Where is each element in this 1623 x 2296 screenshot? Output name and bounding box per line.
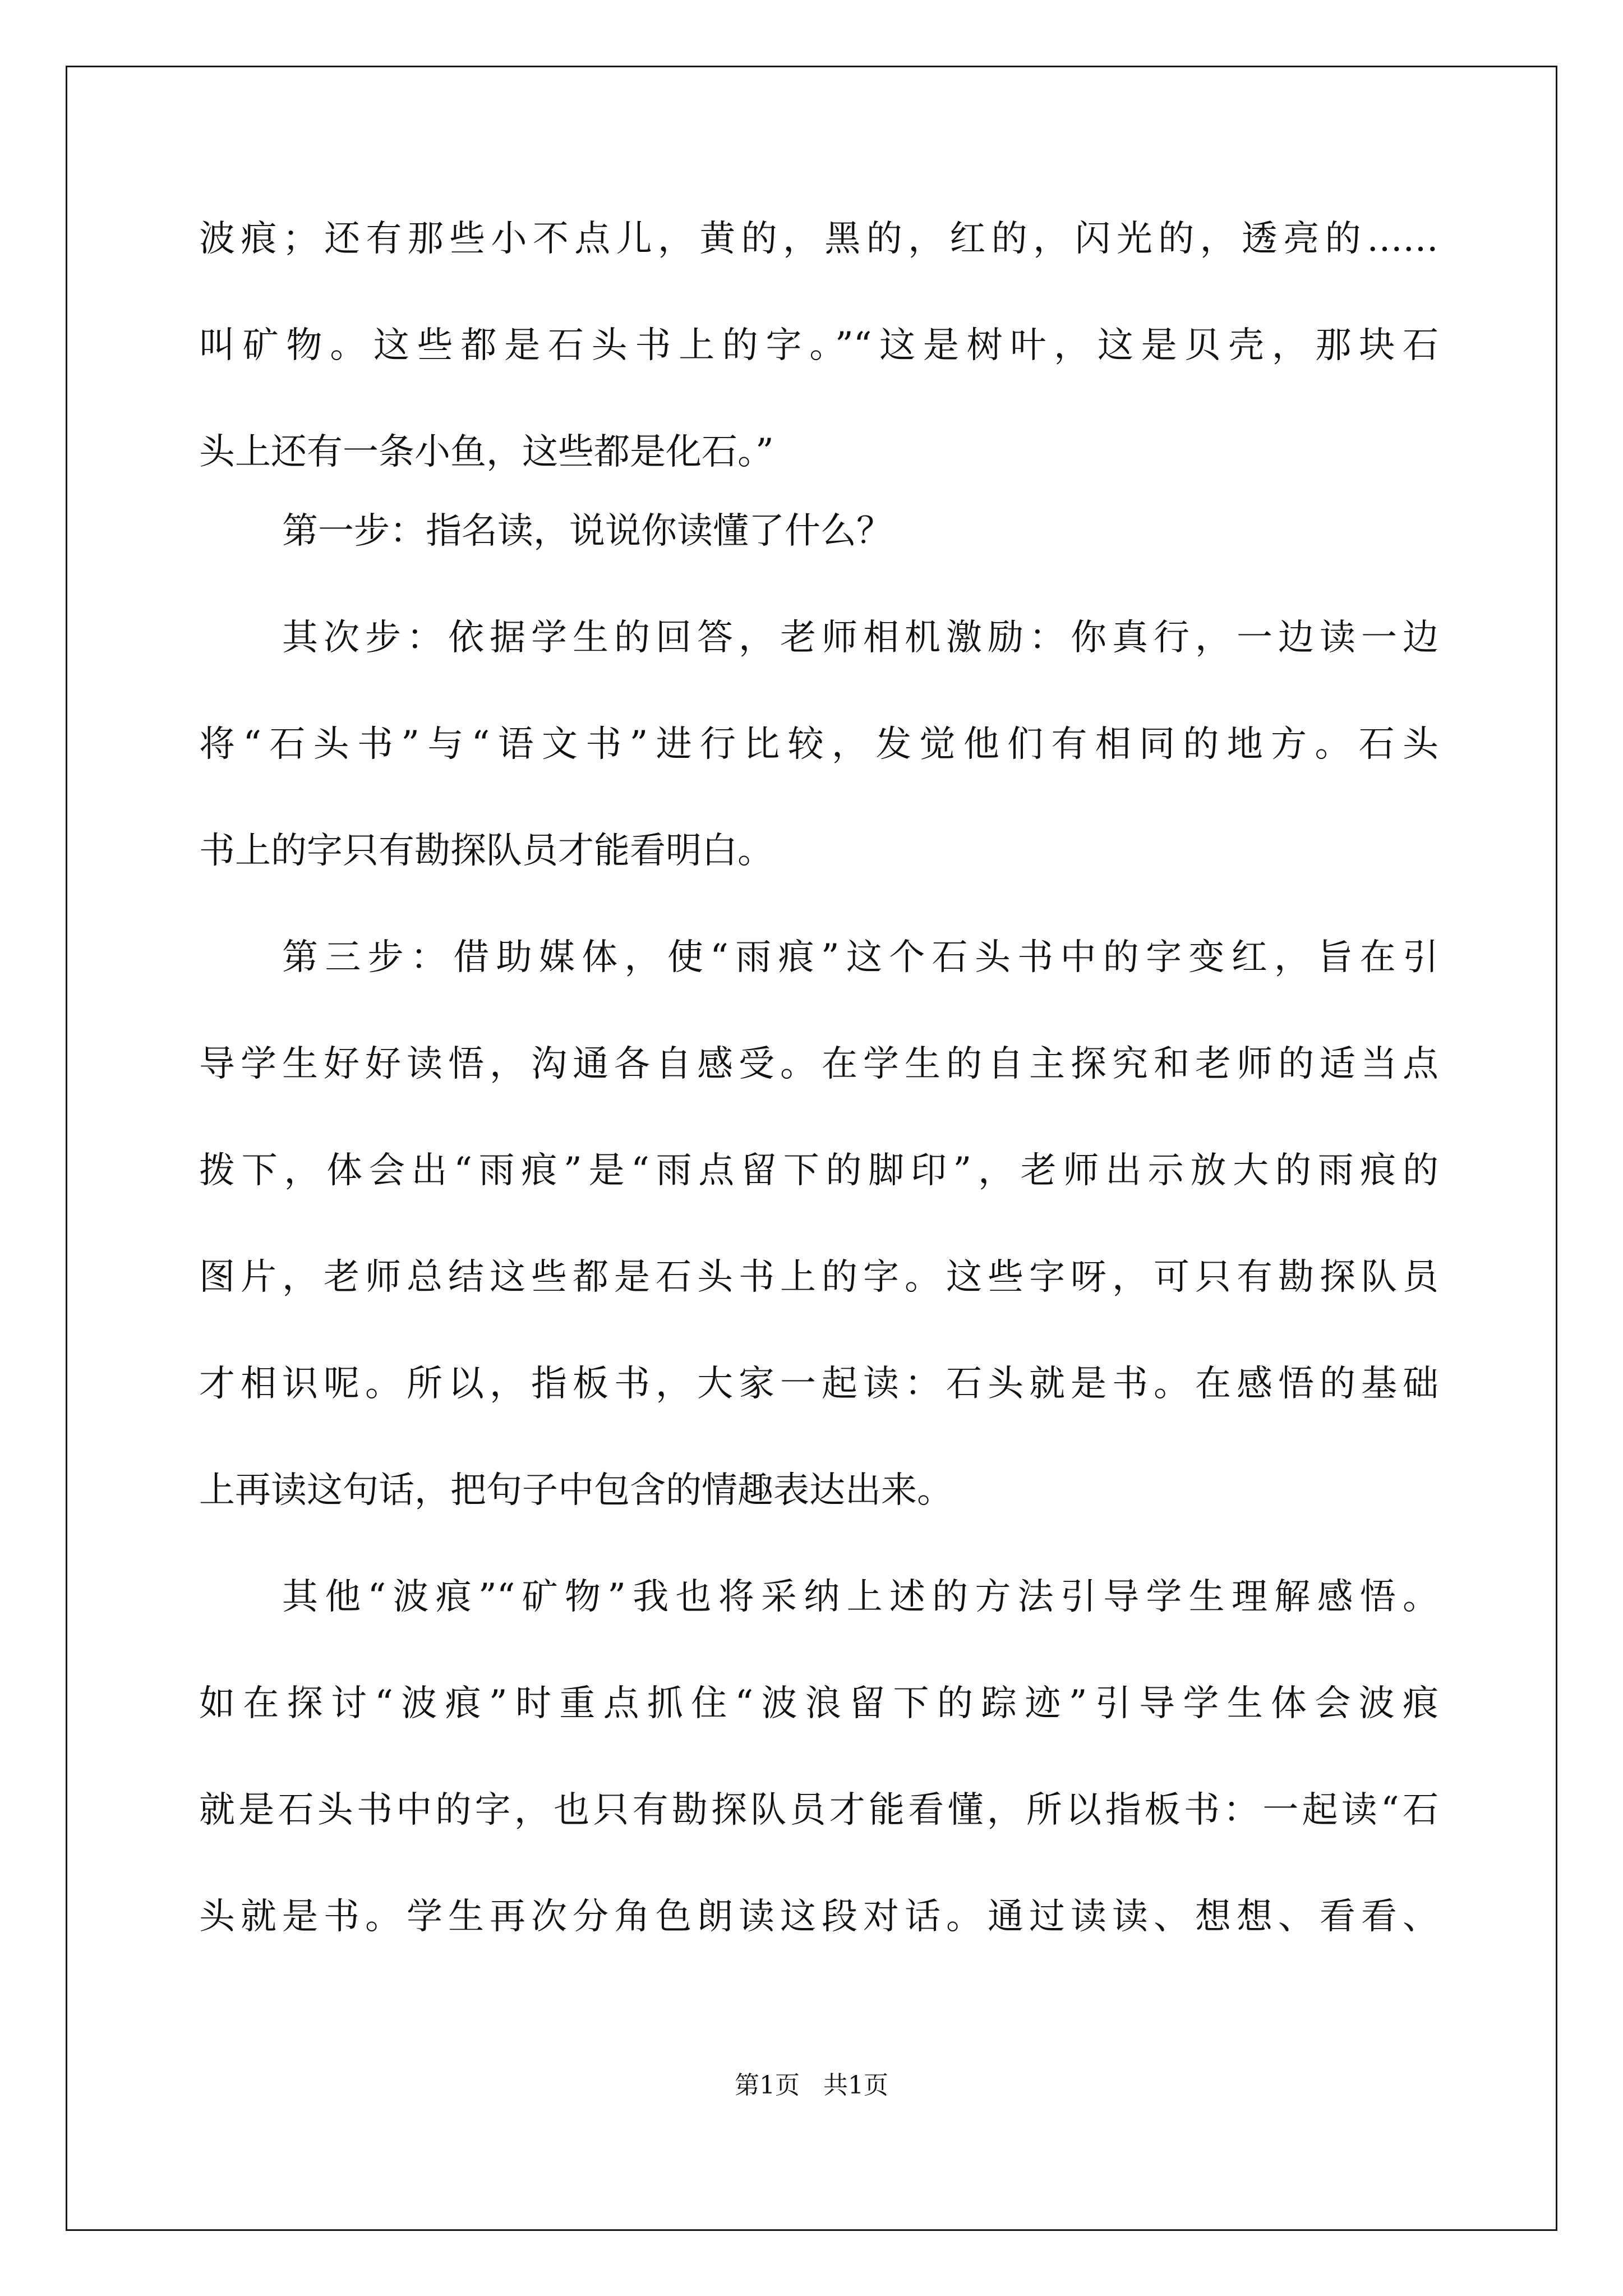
text-line: 才相识呢。所以，指板书，大家一起读：石头就是书。在感悟的基础 — [199, 1363, 1438, 1405]
page-number: 第1页 — [735, 2071, 800, 2100]
paragraph-start-line: 其他“波痕”“矿物”我也将采纳上述的方法引导学生理解感悟。 — [282, 1576, 1438, 1618]
paragraph-start-line: 其次步：依据学生的回答，老师相机激励：你真行，一边读一边 — [282, 617, 1438, 659]
text-line: 书上的字只有勘探队员才能看明白。 — [199, 830, 773, 872]
page-footer — [0, 2069, 1623, 2102]
text-line: 导学生好好读悟，沟通各自感受。在学生的自主探究和老师的适当点 — [199, 1043, 1438, 1085]
page-total: 共1页 — [823, 2071, 888, 2100]
paragraph-start-line: 第三步：借助媒体，使“雨痕”这个石头书中的字变红，旨在引 — [282, 937, 1438, 978]
text-line: 上再读这句话，把句子中包含的情趣表达出来。 — [199, 1470, 953, 1511]
text-line: 图片，老师总结这些都是石头书上的字。这些字呀，可只有勘探队员 — [199, 1257, 1438, 1298]
text-line: 将“石头书”与“语文书”进行比较，发觉他们有相同的地方。石头 — [199, 724, 1438, 765]
text-line: 拨下，体会出“雨痕”是“雨点留下的脚印”，老师出示放大的雨痕的 — [199, 1150, 1438, 1191]
text-line: 如在探讨“波痕”时重点抓住“波浪留下的踪迹”引导学生体会波痕 — [199, 1683, 1438, 1724]
paragraph-start-line: 第一步：指名读，说说你读懂了什么？ — [282, 510, 892, 552]
text-line: 叫矿物。这些都是石头书上的字。”“这是树叶，这是贝壳，那块石 — [199, 325, 1438, 366]
text-line: 头上还有一条小鱼，这些都是化石。” — [199, 431, 774, 473]
text-line: 头就是书。学生再次分角色朗读这段对话。通过读读、想想、看看、 — [199, 1896, 1438, 1938]
text-line: 就是石头书中的字，也只有勘探队员才能看懂，所以指板书：一起读“石 — [199, 1789, 1438, 1831]
text-line: 波痕；还有那些小不点儿，黄的，黑的，红的，闪光的，透亮的…… — [199, 218, 1438, 260]
